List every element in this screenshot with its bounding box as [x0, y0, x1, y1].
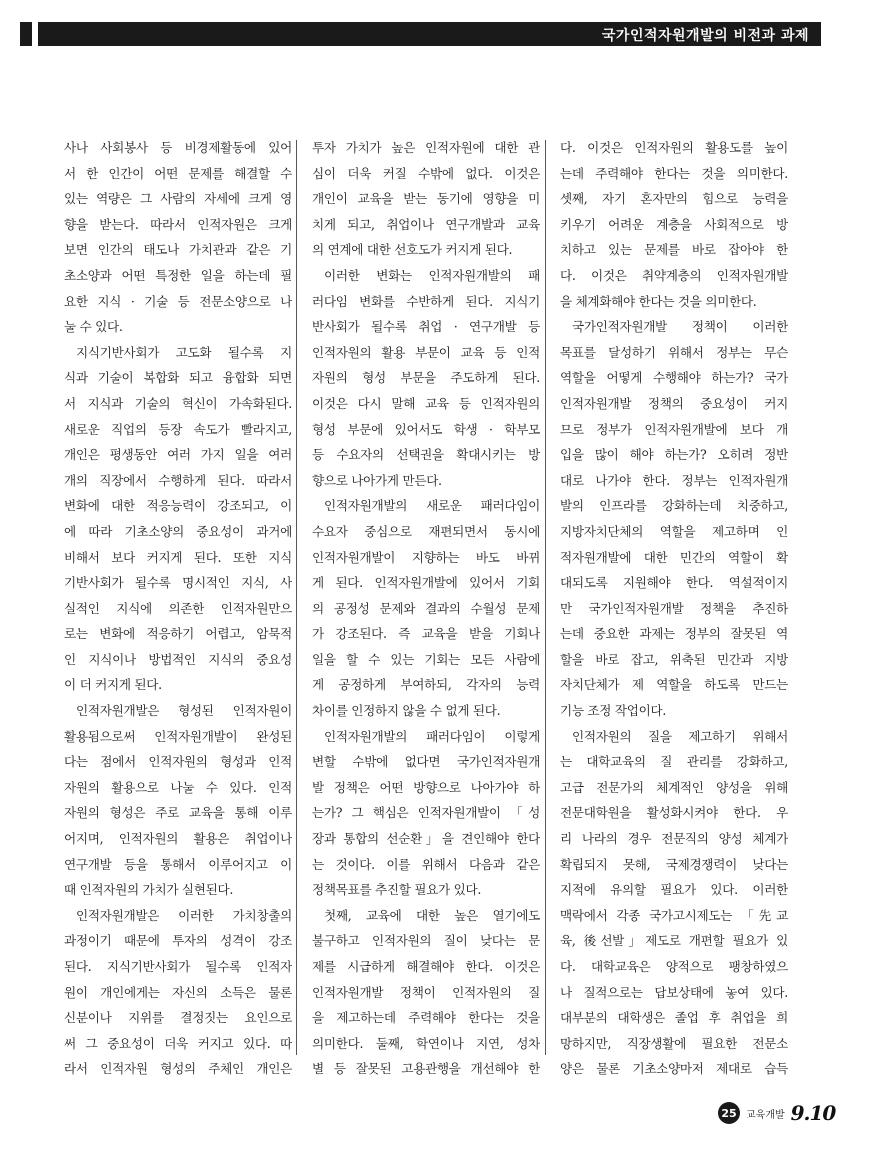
text-line: 다. 대학교육은 양적으로 팽창하였으 [560, 959, 788, 974]
text-line: 육, 後선발」제도로 개편할 필요가 있 [560, 933, 788, 949]
text-line: 인적자원개발이 지향하는 바도 바뀌 [312, 549, 540, 565]
text-line: 과정이기 때문에 투자의 성격이 강조 [64, 933, 292, 949]
text-line: 는데 중요한 과제는 정부의 잘못된 역 [560, 626, 788, 642]
column-divider [545, 140, 546, 1055]
text-line: 반사회가 될수록 취업 · 연구개발 등 [312, 319, 540, 335]
text-line: 개의 직장에서 수행하게 된다. 따라서 [64, 472, 292, 488]
text-line: 라서 인적자원 형성의 주체인 개인은 [64, 1061, 292, 1077]
text-line: 제를 시급하게 해결해야 한다. 이것은 [312, 959, 540, 974]
text-line: 이것은 다시 말해 교육 등 인적자원의 [312, 395, 540, 411]
text-line: 게 공정하게 부여하되, 각자의 능력 [312, 677, 540, 693]
text-line: 연구개발 등을 통해서 이루어지고 이 [64, 856, 292, 872]
text-line: 개인이 교육을 받는 동기에 영향을 미 [312, 191, 540, 207]
text-line: 인적자원개발 정책이 인적자원의 질 [312, 984, 540, 1000]
magazine-name: 교육개발 [746, 1109, 785, 1121]
text-line: 원이 개인에게는 자신의 소득은 물론 [64, 984, 292, 1000]
text-line: 을 제고하는데 주력해야 한다는 것을 [312, 1010, 540, 1026]
text-line: 지방자치단체의 역할을 제고하며 인 [560, 523, 788, 539]
text-line: 의 연계에 대한 선호도가 커지게 된다. [312, 242, 513, 258]
text-line: 지식기반사회가 고도화 될수록 지 [76, 344, 292, 360]
text-line: 확립되지 못해, 국제경쟁력이 낮다는 [560, 856, 788, 872]
text-line: 때 인적자원의 가치가 실현된다. [64, 882, 234, 898]
text-line: 는 대학교육의 질 관리를 강화하고, [560, 754, 788, 770]
text-line: 고급 전문가의 체계적인 양성을 위해 [560, 779, 788, 795]
text-line: 을 체계화해야 한다는 것을 의미한다. [560, 293, 757, 309]
text-line: 식과 기술이 복합화 되고 융합화 되면 [64, 370, 292, 386]
text-line: 형성 부문에 있어서도 학생 · 학부모 [312, 421, 540, 437]
text-line: 셋째, 자기 혼자만의 힘으로 능력을 [560, 191, 788, 207]
text-line: 역할을 어떻게 수행해야 하는가? 국가 [560, 370, 788, 386]
text-line: 수요자 중심으로 재편되면서 동시에 [312, 523, 540, 539]
text-line: 일을 할 수 있는 기회는 모든 사람에 [312, 651, 540, 667]
text-line: 인적자원개발은 형성된 인적자원이 [76, 703, 292, 719]
text-line: 자원의 형성 부문을 주도하게 된다. [312, 370, 540, 386]
text-line: 지적에 유의할 필요가 있다. 이러한 [560, 882, 788, 898]
text-line: 신분이나 지위를 결정짓는 요인으로 [64, 1010, 292, 1026]
text-line: 변화에 대한 적응능력이 강조되고, 이 [64, 498, 292, 514]
text-line: 대되도록 지원해야 한다. 역설적이지 [560, 575, 788, 591]
text-line: 는 것이다. 이를 위해서 다음과 같은 [312, 856, 540, 872]
text-line: 의미한다. 둘째, 학연이나 지연, 성차 [312, 1035, 540, 1051]
text-line: 서 지식과 기술의 혁신이 가속화된다. [64, 395, 292, 411]
text-line: 요한 지식 · 기술 등 전문소양으로 나 [64, 293, 292, 309]
text-line: 비해서 보다 커지게 된다. 또한 지식 [64, 549, 292, 565]
text-line: 목표를 달성하기 위해서 정부는 무슨 [560, 344, 788, 360]
text-line: 할을 바로 잡고, 위축된 민간과 지방 [560, 651, 788, 667]
text-line: 장과 통합의 선순환」을 견인해야 한다 [312, 831, 540, 847]
text-line: 심이 더욱 커질 수밖에 없다. 이것은 [312, 165, 540, 181]
text-line: 다는 점에서 인적자원의 형성과 인적 [64, 754, 292, 770]
text-line: 기능 조정 작업이다. [560, 703, 667, 719]
text-line: 등 수요자의 선택권을 확대시키는 방 [312, 447, 540, 463]
text-line: 눌 수 있다. [64, 319, 123, 335]
text-line: 맥락에서 각종 국가고시제도는 「先교 [560, 907, 788, 923]
text-line: 가 강조된다. 즉 교육을 받을 기회나 [312, 626, 540, 642]
text-line: 키우기 어려운 계층을 사회적으로 방 [560, 216, 788, 232]
text-line: 인적자원개발은 이러한 가치창출의 [76, 907, 292, 923]
text-line: 적자원개발에 대한 민간의 역할이 확 [560, 549, 788, 565]
text-line: 므로 정부가 인적자원개발에 보다 개 [560, 421, 788, 437]
text-line: 된다. 지식기반사회가 될수록 인적자 [64, 959, 292, 974]
text-line: 전문대학원을 활성화시켜야 한다. 우 [560, 805, 788, 821]
text-line: 사나 사회봉사 등 비경제활동에 있어 [64, 140, 292, 155]
issue-number: 9.10 [790, 1101, 836, 1125]
text-line: 다. 이것은 인적자원의 활용도를 높이 [560, 140, 788, 155]
text-line: 만 국가인적자원개발 정책을 추진하 [560, 600, 788, 616]
header-marker [32, 22, 38, 46]
text-line: 기반사회가 될수록 명시적인 지식, 사 [64, 575, 292, 591]
text-line: 자치단체가 제 역할을 하도록 만드는 [560, 677, 788, 693]
text-line: 로는 변화에 적응하기 어렵고, 암묵적 [64, 626, 292, 642]
text-line: 인적자원개발 정책의 중요성이 커지 [560, 395, 788, 411]
text-column-3 [560, 135, 788, 1082]
text-line: 대로 나가야 한다. 정부는 인적자원개 [560, 472, 788, 488]
text-line: 리 나라의 경우 전문직의 양성 체계가 [560, 831, 788, 847]
column-divider [296, 140, 297, 1055]
text-line: 있는 역량은 그 사람의 자세에 크게 영 [64, 191, 292, 207]
text-line: 게 된다. 인적자원개발에 있어서 기회 [312, 575, 540, 591]
text-line: 이 더 커지게 된다. [64, 677, 162, 693]
text-line: 활용됨으로써 인적자원개발이 완성된 [64, 728, 292, 744]
page-footer [718, 1100, 835, 1126]
text-line: 인적자원개발의 새로운 패러다임이 [324, 498, 540, 514]
text-line: 의 공정성 문제와 결과의 수월성 문제 [312, 600, 540, 616]
text-line: 서 한 인간이 어떤 문제를 해결할 수 [64, 165, 292, 181]
text-line: 첫째, 교육에 대한 높은 열기에도 [324, 907, 540, 923]
running-header-title: 국가인적자원개발의 비전과 과제 [601, 28, 809, 44]
text-line: 러다임 변화를 수반하게 된다. 지식기 [312, 293, 540, 309]
text-line: 는데 주력해야 한다는 것을 의미한다. [560, 165, 788, 181]
text-line: 인적자원개발의 패러다임이 이렇게 [324, 728, 540, 744]
text-line: 써 그 중요성이 더욱 커지고 있다. 따 [64, 1035, 292, 1051]
text-line: 치하고 있는 문제를 바로 잡아야 한 [560, 242, 788, 258]
text-line: 발 정책은 어떤 방향으로 나아가야 하 [312, 779, 540, 795]
text-line: 입을 많이 해야 하는가? 오히려 정반 [560, 447, 788, 463]
text-line: 차이를 인정하지 않을 수 없게 된다. [312, 703, 501, 719]
text-line: 대부분의 대학생은 졸업 후 취업을 희 [560, 1010, 788, 1026]
text-line: 새로운 직업의 등장 속도가 빨라지고, [64, 421, 292, 437]
text-line: 초소양과 어떤 특정한 일을 하는데 필 [64, 267, 292, 283]
text-line: 정책목표를 추진할 필요가 있다. [312, 882, 482, 898]
text-line: 이러한 변화는 인적자원개발의 패 [324, 267, 540, 283]
text-line: 향을 받는다. 따라서 인적자원은 크게 [64, 216, 292, 232]
text-line: 망하지만, 직장생활에 필요한 전문소 [560, 1035, 788, 1051]
header-bar [20, 22, 821, 46]
text-line: 자원의 활용으로 나눌 수 있다. 인적 [64, 779, 292, 795]
text-line: 발의 인프라를 강화하는데 치중하고, [560, 498, 788, 514]
text-line: 인적자원의 활용 부문이 교육 등 인적 [312, 344, 540, 360]
text-line: 국가인적자원개발 정책이 이러한 [572, 319, 788, 335]
text-line: 나 질적으로는 답보상태에 놓여 있다. [560, 984, 788, 1000]
text-column-1 [64, 135, 292, 1082]
text-line: 다. 이것은 취약계층의 인적자원개발 [560, 267, 788, 283]
text-line: 변할 수밖에 없다면 국가인적자원개 [312, 754, 540, 770]
text-line: 에 따라 기초소양의 중요성이 과거에 [64, 523, 292, 539]
text-line: 는가? 그 핵심은 인적자원개발이 「성 [312, 805, 540, 821]
text-line: 치게 되고, 취업이나 연구개발과 교육 [312, 216, 540, 232]
text-line: 향으로 나아가게 만든다. [312, 472, 442, 488]
text-column-2 [312, 135, 540, 1082]
text-line: 인 지식이나 방법적인 지식의 중요성 [64, 651, 292, 667]
text-line: 투자 가치가 높은 인적자원에 대한 관 [312, 140, 540, 155]
text-line: 실적인 지식에 의존한 인적자원만으 [64, 600, 292, 616]
text-line: 보면 인간의 태도나 가치관과 같은 기 [64, 242, 292, 258]
page-number: 25 [718, 1102, 740, 1124]
text-line: 인적자원의 질을 제고하기 위해서 [572, 728, 788, 744]
text-line: 어지며, 인적자원의 활용은 취업이나 [64, 831, 292, 847]
text-line: 양은 물론 기초소양마저 제대로 습득 [560, 1061, 788, 1077]
text-line: 개인은 평생동안 여러 가지 일을 여러 [64, 447, 292, 463]
text-line: 별 등 잘못된 고용관행을 개선해야 한 [312, 1061, 540, 1077]
text-line: 자원의 형성은 주로 교육을 통해 이루 [64, 805, 292, 821]
text-line: 불구하고 인적자원의 질이 낮다는 문 [312, 933, 540, 949]
